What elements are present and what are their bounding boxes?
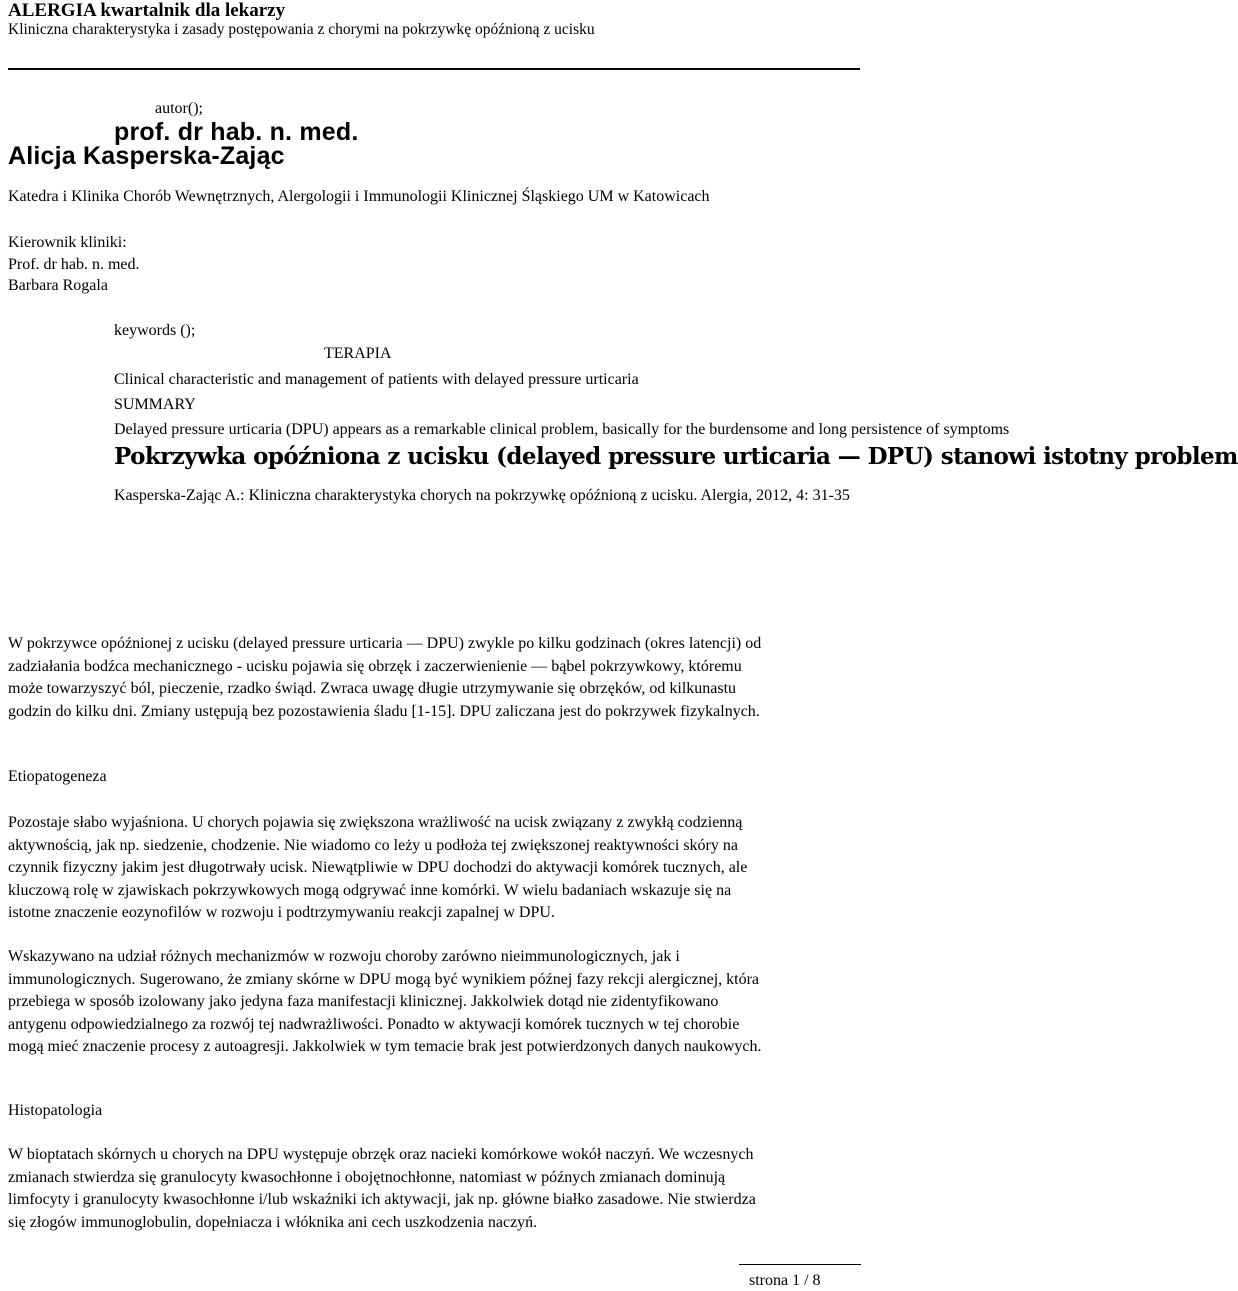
summary-text: Delayed pressure urticaria (DPU) appears as a remarkable clinical problem, basically for the burdensome and long persistence of symptoms	[114, 421, 1010, 438]
paragraph-line: kluczową rolę w zjawiskach pokrzywkowych mogą odgrywać inne komórki. W wielu badaniach wskazuje się na	[8, 881, 732, 899]
paragraph-line: godzin do kilku dni. Zmiany ustępują bez pozostawienia śladu [1-15]. DPU zaliczana jest do pokrzywek fizykalnych.	[8, 702, 760, 720]
paragraph-line: istotne znaczenie eozynofilów w rozwoju i podtrzymywaniu reakcji zapalnej w DPU.	[8, 904, 555, 921]
etiology-paragraph-1	[8, 812, 858, 925]
summary-label: SUMMARY	[114, 396, 196, 413]
english-title: Clinical characteristic and management of patients with delayed pressure urticaria	[114, 371, 639, 388]
paragraph-line: immunologicznych. Sugerowano, że zmiany skórne w DPU mogą być wynikiem późnej fazy rekcji alergicznej, która	[8, 970, 760, 988]
clinic-head-label: Kierownik kliniki:	[8, 234, 127, 251]
header-divider	[8, 68, 860, 70]
paragraph-line: W bioptatach skórnych u chorych na DPU występuje obrzęk oraz nacieki komórkowe wokół naczyń. We wczesnych	[8, 1146, 754, 1163]
polish-lead: Pokrzywka opóźniona z ucisku (delayed pressure urticaria — DPU) stanowi istotny problem	[114, 443, 1238, 470]
paragraph-line: W pokrzywce opóźnionej z ucisku (delayed pressure urticaria — DPU) zwykle po kilku godzinach (okres latencji) od	[8, 635, 762, 652]
journal-title: ALERGIA kwartalnik dla lekarzy	[8, 0, 286, 21]
paragraph-line: może towarzyszyć ból, pieczenie, rzadko świąd. Zwraca uwagę długie utrzymywanie się obrzęków, od kilkunastu	[8, 680, 737, 697]
paragraph-line: zadziałania bodźca mechanicznego - ucisku pojawia się obrzęk i zaczerwienienie — bąbel pokrzywkowy, któremu	[8, 657, 742, 675]
author-degree: prof. dr hab. n. med.	[114, 118, 359, 146]
keywords-placeholder: keywords ();	[114, 322, 196, 339]
paragraph-line: czynnik fizyczny jakim jest długotrwały ucisk. Niewątpliwie w DPU dochodzi do aktywacji komórek tucznych, ale	[8, 859, 748, 876]
paragraph-line: mogą mieć znaczenie procesy z autoagresji. Jakkolwiek w tym temacie brak jest potwierdzonych danych naukowych.	[8, 1038, 762, 1055]
page-number: strona 1 / 8	[749, 1272, 821, 1289]
paragraph-line: zmianach stwierdza się granulocyty kwasochłonne i obojętnochłonne, natomiast w późnych zmianach dominują	[8, 1168, 726, 1186]
paragraph-line: przebiega w sposób izolowany jako jedyna faza manifestacji klinicznej. Jakkolwiek dotąd nie zidentyfikowano	[8, 993, 719, 1010]
paragraph-line: Wskazywano na udział różnych mechanizmów w rozwoju choroby zarówno nieimmunologicznych, jak i	[8, 948, 680, 965]
author-affiliation: Katedra i Klinika Chorób Wewnętrznych, Alergologii i Immunologii Klinicznej Śląskiego UM w Katowicach	[8, 188, 710, 205]
etiology-paragraph-2	[8, 946, 858, 1059]
author-name: Alicja Kasperska-Zając	[8, 142, 285, 170]
article-title: Kliniczna charakterystyka i zasady postępowania z chorymi na pokrzywkę opóźnioną z ucisku	[8, 21, 595, 38]
author-placeholder: autor();	[155, 100, 203, 117]
paragraph-line: aktywnością, jak np. siedzenie, chodzenie. Nie wiadomo co leży u podłoża tej zwiększonej reaktywności skóry na	[8, 836, 738, 854]
paragraph-line: antygenu odpowiedzialnego za rozwój tej nadwrażliwości. Ponadto w aktywacji komórek tucznych w tej chorobie	[8, 1015, 740, 1033]
footer-divider	[739, 1264, 861, 1265]
section-tag: TERAPIA	[324, 345, 392, 362]
paragraph-line: Pozostaje słabo wyjaśniona. U chorych pojawia się zwiększona wrażliwość na ucisk związany z zwykłą codzienną	[8, 814, 743, 831]
histopathology-paragraph	[8, 1144, 858, 1234]
section-heading-histopatologia: Histopatologia	[8, 1102, 103, 1119]
paragraph-line: się złogów immunoglobulin, dopełniacza i włóknika ani cech uszkodzenia naczyń.	[8, 1213, 538, 1231]
intro-paragraph	[8, 633, 858, 723]
clinic-head-degree: Prof. dr hab. n. med.	[8, 256, 140, 273]
clinic-head-name: Barbara Rogala	[8, 277, 108, 294]
paragraph-line: limfocyty i granulocyty kwasochłonne i/lub wskaźniki ich aktywacji, jak np. główne białko zasadowe. Nie stwierdza	[8, 1191, 756, 1208]
section-heading-etiopatogeneza: Etiopatogeneza	[8, 768, 107, 785]
citation: Kasperska-Zając A.: Kliniczna charakterystyka chorych na pokrzywkę opóźnioną z ucisku. Alergia, 2012, 4: 31-35	[114, 487, 850, 504]
